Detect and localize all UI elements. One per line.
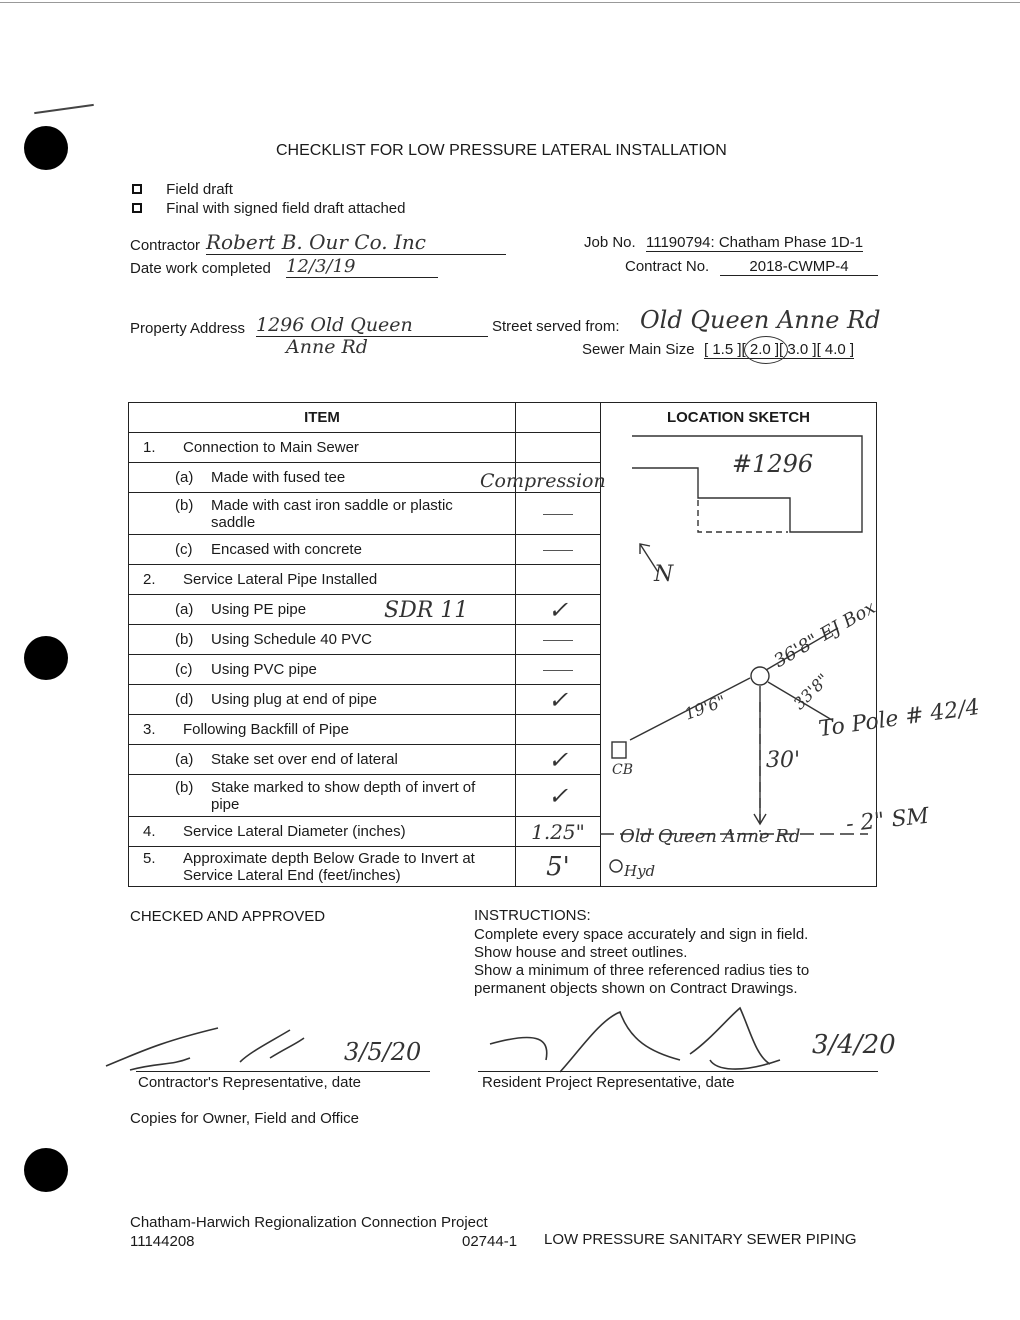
tie-left: 19'6" (682, 691, 729, 724)
instruction-line: permanent objects shown on Contract Drawings. (474, 980, 798, 997)
table-row: (c) Encased with concrete (129, 535, 516, 565)
depth-value: 5' (546, 851, 570, 882)
page-title: CHECKLIST FOR LOW PRESSURE LATERAL INSTALLATION (276, 142, 727, 159)
sewer-sizes: [ 1.5 ][ 2.0 ][ 3.0 ][ 4.0 ] (704, 341, 855, 358)
contractor-label: Contractor (130, 237, 201, 254)
punch-hole-top (24, 126, 68, 170)
contractor-signature (100, 1022, 340, 1082)
road-label: Old Queen Anne Rd (620, 826, 801, 847)
hydrant-symbol (610, 860, 622, 872)
option-label: Field draft (166, 181, 233, 198)
checkbox[interactable] (132, 184, 142, 194)
table-row: (b) Using Schedule 40 PVC (129, 625, 516, 655)
instruction-line: Show house and street outlines. (474, 944, 688, 961)
contractor-sign-date: 3/5/20 (344, 1038, 422, 1066)
house-number: #1296 (732, 450, 814, 478)
contractor-sign-line (136, 1071, 430, 1072)
dash-mark (543, 550, 573, 551)
table-row: (a) Using PE pipe (129, 595, 516, 625)
checkbox[interactable] (132, 203, 142, 213)
hydrant-label: Hyd (624, 862, 656, 880)
contractor-rep-label: Contractor's Representative, date (138, 1074, 361, 1091)
header-item: ITEM (129, 403, 516, 433)
resident-signature (480, 1000, 820, 1080)
option-final[interactable] (132, 200, 405, 217)
resident-sign-line (478, 1071, 878, 1072)
dash-mark (543, 640, 573, 641)
property-label: Property Address (130, 320, 246, 337)
check-mark: ✓ (547, 745, 569, 774)
check-mark: ✓ (547, 595, 569, 624)
top-scan-edge (0, 2, 1020, 3)
table-row: 3. Following Backfill of Pipe (129, 715, 516, 745)
job-label: Job No. (584, 234, 636, 251)
footer-spec: LOW PRESSURE SANITARY SEWER PIPING (544, 1231, 857, 1248)
instruction-line: Show a minimum of three referenced radius ties to (474, 962, 810, 979)
catch-basin (612, 742, 626, 758)
street-field[interactable]: Old Queen Anne Rd (640, 306, 881, 334)
resident-sign-date: 3/4/20 (812, 1030, 896, 1060)
size-circle (744, 336, 788, 364)
contractor-field[interactable]: Robert B. Our Co. Inc (206, 230, 506, 255)
contract-label: Contract No. (625, 258, 710, 275)
pole-tie: To Pole # 42/4 (817, 694, 982, 743)
punch-hole-bottom (24, 1148, 68, 1192)
table-row: (a) Made with fused tee (129, 463, 516, 493)
sewer-main-label: - 2" SM (844, 803, 931, 838)
sdr-note: SDR 11 (384, 598, 469, 623)
north-label: N (654, 562, 674, 587)
depth-distance: 30' (766, 748, 801, 773)
table-row: (b) Stake marked to show depth of invert of pipe (129, 775, 516, 817)
house-addition (698, 500, 788, 532)
table-row: 1. Connection to Main Sewer (129, 433, 516, 463)
resident-rep-label: Resident Project Representative, date (482, 1074, 735, 1091)
dash-mark (543, 670, 573, 671)
table-row: (c) Using PVC pipe (129, 655, 516, 685)
table-row: (a) Stake set over end of lateral (129, 745, 516, 775)
copies-note: Copies for Owner, Field and Office (130, 1110, 359, 1127)
job-number: 11190794: Chatham Phase 1D-1 (646, 234, 864, 251)
sewer-label: Sewer Main Size (582, 341, 695, 358)
check-mark: ✓ (547, 781, 569, 810)
header-location-sketch: LOCATION SKETCH (601, 403, 877, 433)
checked-approved: CHECKED AND APPROVED (130, 908, 326, 925)
property-field[interactable]: 1296 Old Queen (256, 314, 488, 337)
scan-mark (34, 104, 94, 114)
date-field[interactable]: 12/3/19 (286, 256, 438, 278)
check-mark: ✓ (547, 685, 569, 714)
table-row: (b) Made with cast iron saddle or plastic saddle (129, 493, 516, 535)
tie-box: 36'8" EJ Box (770, 597, 880, 672)
tie-distance: 33'8" (789, 669, 833, 714)
table-row: (d) Using plug at end of pipe (129, 685, 516, 715)
footer-number: 11144208 (130, 1233, 195, 1250)
table-row: 5. Approximate depth Below Grade to Invert at Service Lateral End (feet/inches) (129, 847, 516, 887)
date-label: Date work completed (130, 260, 271, 277)
street-label: Street served from: (492, 318, 620, 335)
dash-mark (543, 514, 573, 515)
property-field-line2: Anne Rd (286, 336, 368, 358)
footer-project: Chatham-Harwich Regionalization Connection Project (130, 1214, 488, 1231)
instruction-line: Complete every space accurately and sign in field. (474, 926, 809, 943)
option-label: Final with signed field draft attached (166, 200, 406, 217)
table-row: 2. Service Lateral Pipe Installed (129, 565, 516, 595)
table-row: 4. Service Lateral Diameter (inches) (129, 817, 516, 847)
contract-number: 2018-CWMP-4 (720, 258, 878, 276)
punch-hole-middle (24, 636, 68, 680)
instructions-title: INSTRUCTIONS: (474, 907, 591, 924)
compression-note: Compression (480, 470, 606, 492)
catch-basin-label: CB (612, 762, 633, 778)
diameter-value: 1.25" (531, 819, 585, 844)
option-field-draft[interactable] (132, 181, 233, 198)
footer-section: 02744-1 (462, 1233, 518, 1250)
